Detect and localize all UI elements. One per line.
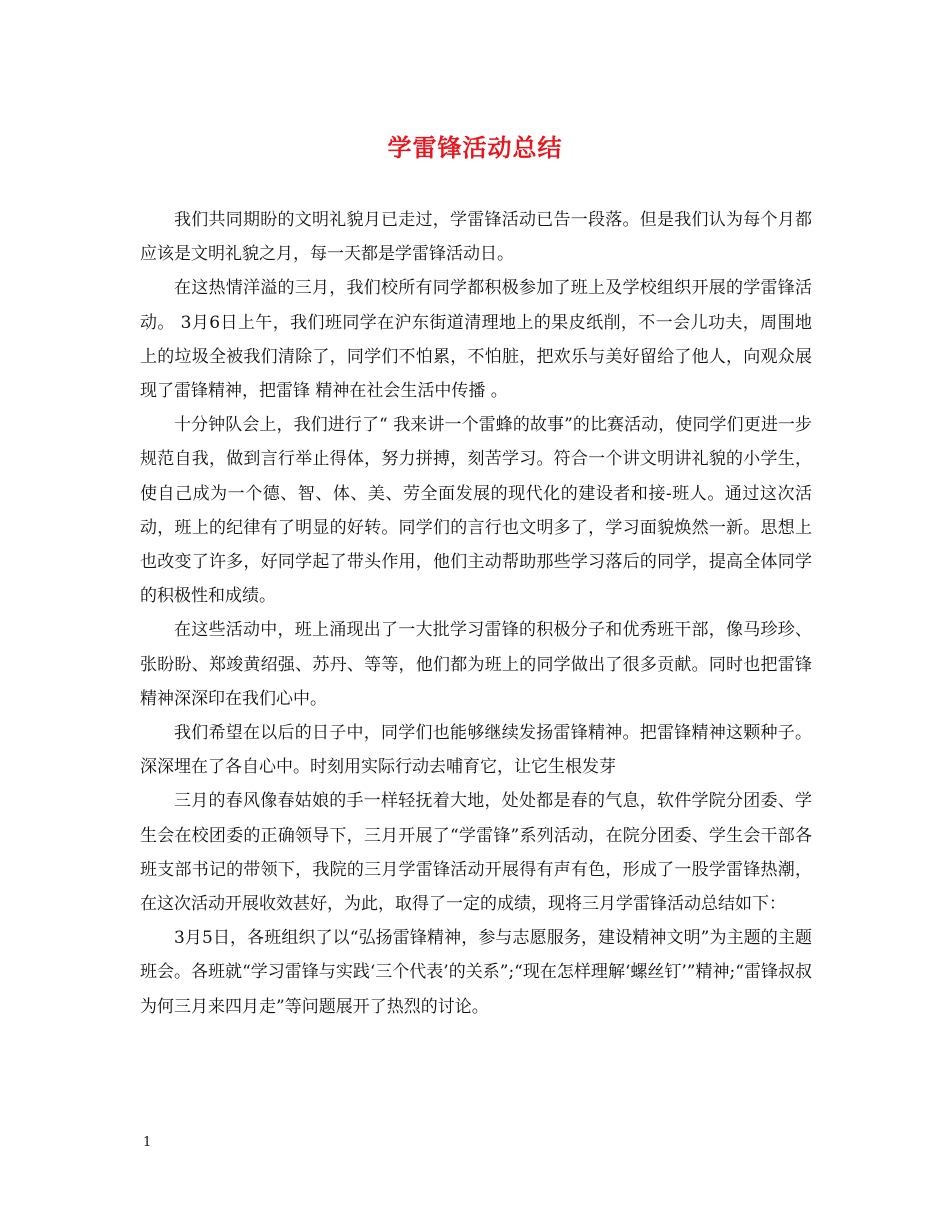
paragraph-6: 三月的春风像春姑娘的手一样轻抚着大地，处处都是春的气息，软件学院分团委、学生会在校团委的正确领导下，三月开展了“学雷锋”系列活动，在院分团委、学生会干部各班支部书记的带领下，我院的三月学雷锋活动开展得有声有色，形成了一股学雷锋热潮，在这次活动开展收效甚好，为此，取得了一定的成绩，现将三月学雷锋活动总结如下： [140, 791, 812, 915]
paragraph-2: 在这热情洋溢的三月，我们校所有同学都积极参加了班上及学校组织开展的学雷锋活动。 3月6日上午，我们班同学在沪东街道清理地上的果皮纸削，不一会儿功夫，周围地上的垃圾全被我们清除了，同学们不怕累，不怕脏，把欢乐与美好留给了他人，向观众展现了雷锋精神，把雷锋 精神在社会生活中传播 。 [140, 278, 812, 402]
page-number: 1 [143, 1135, 152, 1150]
paragraph-7: 3月5日，各班组织了以“弘扬雷锋精神，参与志愿服务，建设精神文明”为主题的主题班会。各班就“学习雷锋与实践‘三个代表’的关系”;“现在怎样理解‘螺丝钉’”精神;“雷锋叔叔为何三月来四月走”等问题展开了热烈的讨论。 [140, 928, 812, 1017]
paragraph-5: 我们希望在以后的日子中，同学们也能够继续发扬雷锋精神。把雷锋精神这颗种子。深深埋在了各自心中。时刻用实际行动去哺育它，让它生根发芽 [140, 723, 812, 778]
document-body [140, 203, 812, 1024]
document-title: 学雷锋活动总结 [387, 133, 563, 162]
paragraph-1: 我们共同期盼的文明礼貌月已走过，学雷锋活动已告一段落。但是我们认为每个月都应该是文明礼貌之月，每一天都是学雷锋活动日。 [140, 210, 812, 265]
paragraph-4: 在这些活动中，班上涌现出了一大批学习雷锋的积极分子和优秀班干部，像马珍珍、张盼盼、郑竣黄绍强、苏丹、等等，他们都为班上的同学做出了很多贡献。同时也把雷锋精神深深印在我们心中。 [140, 620, 812, 709]
paragraph-3: 十分钟队会上，我们进行了“ 我来讲一个雷蜂的故事”的比赛活动，使同学们更进一步规范自我，做到言行举止得体，努力拼搏，刻苦学习。符合一个讲文明讲礼貌的小学生，使自己成为一个德、智、体、美、劳全面发展的现代化的建设者和接-班人。通过这次活动，班上的纪律有了明显的好转。同学们的言行也文明多了，学习面貌焕然一新。思想上也改变了许多，好同学起了带头作用，他们主动帮助那些学习落后的同学，提高全体同学的积极性和成绩。 [140, 415, 812, 607]
